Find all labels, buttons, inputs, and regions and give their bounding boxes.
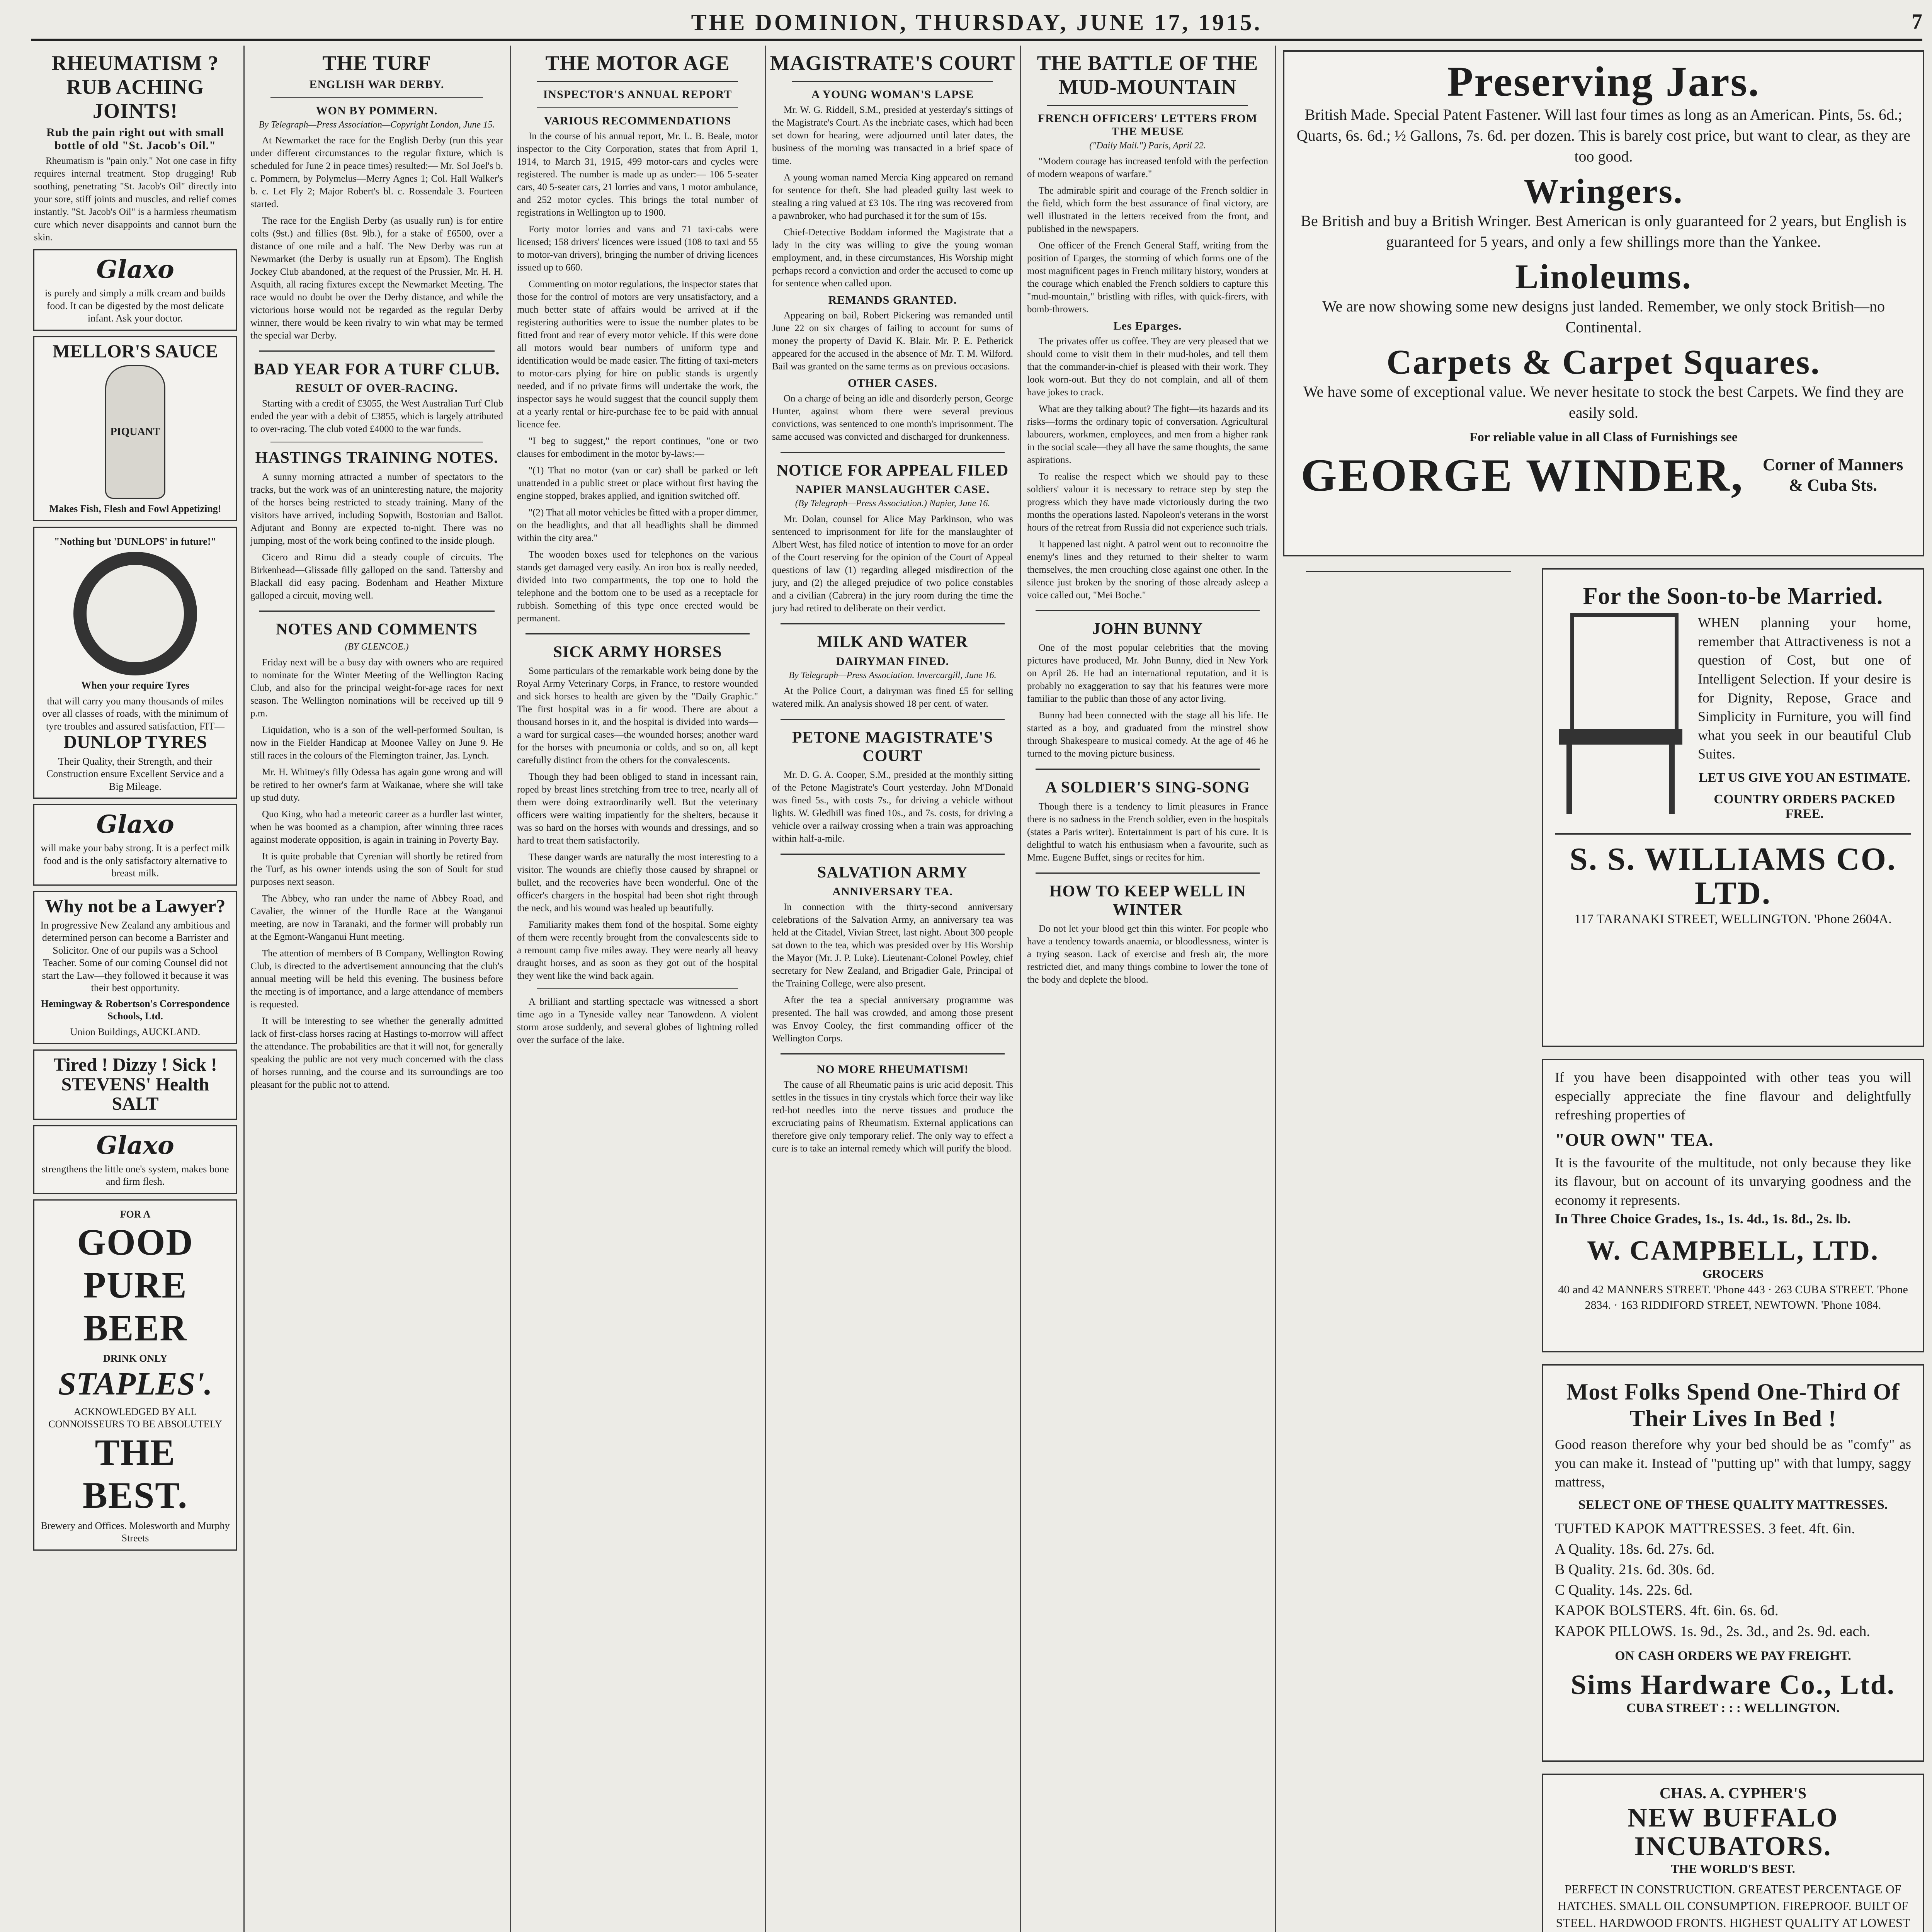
battle-heading: THE BATTLE OF THE MUD-MOUNTAIN	[1037, 51, 1259, 99]
article-paragraph: What are they talking about? The fight—its hazards and its risks—forms the ordinary topic of conversation. Agricultural labourers, workmen, employees, and men from a higher rank in the social scale—they all have the same thoughts, the same aspirations.	[1027, 404, 1268, 466]
married-country: COUNTRY ORDERS PACKED FREE.	[1714, 792, 1895, 821]
divider	[1047, 105, 1248, 106]
lawyer-ad	[33, 891, 237, 1044]
article-paragraph: Mr. W. G. Riddell, S.M., presided at yesterday's sittings of the Magistrate's Court. As the inebriate cases, which had been set down for hearing, were adjourned until later dates, the business of the morning was transacted in a brief space of time.	[772, 105, 1013, 167]
singsong-heading: A SOLDIER'S SING-SONG	[1045, 779, 1250, 797]
appeal-heading: NOTICE FOR APPEAL FILED	[776, 462, 1009, 480]
article-paragraph: After the tea a special anniversary programme was presented. The hall was crowded, and among those present was Envoy Cooley, the first commanding officer of the Wellington Corps.	[772, 995, 1013, 1044]
sims-ad	[1542, 1364, 1924, 1762]
glaxo-logo: Glaxo	[96, 810, 174, 839]
article-paragraph: The attention of members of B Company, Wellington Rowing Club, is directed to the advertisement announcing that the club's annual meeting will be held this evening. The business before the meeting is of importance, and a large attendance of members is requested.	[250, 948, 503, 1010]
stevens-name: STEVENS' Health SALT	[61, 1074, 209, 1114]
divider	[781, 452, 1005, 453]
beer-good: GOOD PURE BEER	[77, 1221, 194, 1349]
article-paragraph: Mr. D. G. A. Cooper, S.M., presided at the monthly sitting of the Petone Magistrate's Court yesterday. John M'Donald was fined 5s., with costs 7s., for driving a vehicle without lights. W. Gledhill was fined 10s., and 7s. costs, for driving a vehicle over a railway crossing when a train was approaching within half-a-mile.	[772, 770, 1013, 844]
article-paragraph: To realise the respect which we should pay to these soldiers' valour it is necessary to retrace step by step the progress which they have made victoriously during the two months the operations lasted. Napoleon's veterans in the worst hours of the retreat from Russia did not experience such trials.	[1027, 471, 1268, 533]
milk-sub: DAIRYMAN FINED.	[836, 655, 949, 668]
divider	[526, 633, 750, 634]
beer-brand: STAPLES'.	[58, 1366, 213, 1402]
beer-ack: ACKNOWLEDGED BY ALL CONNOISSEURS TO BE ABSOLUTELY	[48, 1406, 222, 1430]
married-copy	[1698, 613, 1911, 821]
sims-row-text: TUFTED KAPOK MATTRESSES. 3 feet. 4ft. 6in.	[1555, 1520, 1855, 1537]
divider	[1036, 872, 1260, 874]
turf-heading: THE TURF	[322, 51, 431, 75]
dunlop-foot: Their Quality, their Strength, and their Construction ensure Excellent Service and a Big Mileage.	[46, 755, 224, 792]
jars-text: British Made. Special Patent Fastener. Will last four times as long as an American. Pints, 5s. 6d.; Quarts, 6s. 6d.; ½ Gallons, 7s. 6d. per dozen. This is barely cost price, but want to clear, as they are too good.	[1296, 105, 1911, 165]
divider	[537, 81, 738, 82]
article-paragraph: Though there is a tendency to limit pleasures in France there is no sadness in the French soldier, even in the hospitals (states a Paris writer). Entertainment is part of his cure. It is delightful to watch his enthusiasm when a favourite, such as Mme. Eugene Buffet, sings or recites for him.	[1027, 801, 1268, 863]
dunlop-ad	[33, 527, 237, 799]
chair-leg	[1566, 745, 1572, 814]
winter-heading: HOW TO KEEP WELL IN WINTER	[1049, 882, 1246, 919]
rheumatism-ad-body: Rheumatism is "pain only." Not one case in fifty requires internal treatment. Stop drugging! Rub soothing, penetrating "St. Jacob's Oil" directly into your sore, stiff joints and muscles, and relief comes instantly. "St. Jacob's Oil" is a harmless rheumatism cure which never disappoints and cannot burn the skin.	[34, 156, 236, 243]
article-paragraph: Bunny had been connected with the stage all his life. He started as a boy, and graduated from the minstrel show through Shakespeare to musical comedy. At the age of 46 he turned to the moving picture business.	[1027, 710, 1268, 759]
battle-sub1: FRENCH OFFICERS' LETTERS FROM THE MEUSE	[1037, 112, 1258, 138]
glaxo-logo: Glaxo	[96, 1131, 174, 1160]
glaxo-ad	[33, 249, 237, 331]
wringers-text: Be British and buy a British Wringer. Best American is only guaranteed for 2 years, but English is guaranteed for 5 years, and only a few shillings more than the Yankee.	[1301, 212, 1906, 250]
article-paragraph: "(1) That no motor (van or car) shall be parked or left unattended in a public street or place without first having the engine stopped, brakes applied, and ignition switched off.	[517, 465, 758, 502]
article-paragraph: The Abbey, who ran under the name of Abbey Road, and Cavalier, the winner of the Hurdle Race at the Wanganui meeting, are now in Taranaki, and the former will probably run at the Egmont-Wanganui Hunt meeting.	[250, 893, 503, 942]
court-heading: MAGISTRATE'S COURT	[770, 51, 1015, 75]
chair-icon	[1555, 613, 1686, 814]
divider	[781, 719, 1005, 720]
divider	[781, 1053, 1005, 1054]
turf-club-heading: BAD YEAR FOR A TURF CLUB.	[253, 361, 500, 379]
article-paragraph: One of the most popular celebrities that the moving pictures have produced, Mr. John Bunny, died in New York on April 26. He had an international reputation, and it is probably no exaggeration to say that his features were more familiar to the public than those of any actor living.	[1027, 643, 1268, 704]
article-paragraph: A young woman named Mercia King appeared on remand for sentence for theft. She had pleaded guilty last week to stealing a ring valued at £3 10s. The ring was recovered from a pawnbroker, who had purchased it for the sum of 15s.	[772, 172, 1013, 221]
motor-heading: THE MOTOR AGE	[545, 51, 730, 75]
stevens-salt-ad	[33, 1049, 237, 1119]
lawyer-place: Union Buildings, AUCKLAND.	[70, 1026, 201, 1037]
glaxo-ad-2	[33, 804, 237, 886]
court-sub1: A YOUNG WOMAN'S LAPSE	[811, 88, 974, 101]
remands-heading: REMANDS GRANTED.	[828, 294, 957, 307]
sims-row-text: B Quality. 21s. 6d. 30s. 6d.	[1555, 1561, 1715, 1578]
article-paragraph: Some particulars of the remarkable work being done by the Royal Army Veterinary Corps, in France, to restore wounded and sick horses to health are given by the "Daily Graphic." The first hospital was in a fir wood. There are about a thousand horses in it, and the hospital is divided into wards—a ward for surgical cases—the wounded horses; another ward for the horses with pneumonia or colds, and so on, all kept carefully distinct from the others for the convalescents.	[517, 666, 758, 766]
sims-title: Most Folks Spend One-Third Of Their Lives In Bed !	[1566, 1379, 1900, 1431]
article-paragraph: "I beg to suggest," the report continues, "one or two clauses for embodiment in the motor by-laws:—	[517, 436, 758, 459]
tea-desc: It is the favourite of the multitude, not only because they like its flavour, but on account of its unvarying goodness and the economy it represents.	[1555, 1155, 1911, 1208]
jars-title: Preserving Jars.	[1447, 58, 1760, 105]
campbell-ad	[1542, 1059, 1924, 1352]
sims-row-text: KAPOK BOLSTERS. 4ft. 6in. 6s. 6d.	[1555, 1602, 1779, 1619]
article-paragraph: At the Police Court, a dairyman was fined £5 for selling watered milk. An analysis showed 18 per cent. of water.	[772, 685, 1013, 709]
glaxo-ad-3-text: strengthens the little one's system, makes bone and firm flesh.	[41, 1163, 229, 1187]
masthead-page-mark: 7	[1912, 10, 1922, 34]
bunny-heading: JOHN BUNNY	[1092, 620, 1203, 638]
masthead-title: THE DOMINION, THURSDAY, JUNE 17, 1915.	[691, 10, 1262, 35]
divider	[259, 350, 495, 352]
married-body	[1555, 613, 1911, 821]
beer-drink: DRINK ONLY	[103, 1353, 167, 1364]
glaxo-ad-3	[33, 1125, 237, 1194]
motor-sub1: INSPECTOR'S ANNUAL REPORT	[543, 88, 732, 101]
article-paragraph: It happened last night. A patrol went out to reconnoitre the enemy's lines and they returned to their shelter to warm themselves, the men crouching close against one other. In the silence just broken by the snoring of those already asleep a voice called out, "Mei Boche."	[1027, 539, 1268, 601]
winder-ad	[1283, 50, 1924, 556]
milk-heading: MILK AND WATER	[817, 633, 968, 651]
article-paragraph: On a charge of being an idle and disorderly person, George Hunter, against whom there were several previous convictions, was sentenced to one month's imprisonment. The same accused was convicted and discharged for drunkenness.	[772, 393, 1013, 442]
tea-name: "OUR OWN" TEA.	[1555, 1129, 1714, 1150]
chair-leg	[1669, 745, 1675, 814]
sims-row	[1555, 1519, 1911, 1539]
winder-corner: Corner of Manners & Cuba Sts.	[1762, 455, 1903, 495]
petone-heading: PETONE MAGISTRATE'S COURT	[792, 728, 993, 765]
sims-row-text: A Quality. 18s. 6d. 27s. 6d.	[1555, 1541, 1715, 1557]
beer-for: FOR A	[120, 1208, 151, 1220]
turf-sub1: ENGLISH WAR DERBY.	[309, 78, 444, 91]
campbell-grocers: GROCERS	[1702, 1266, 1764, 1281]
article-paragraph: The admirable spirit and courage of the French soldier in the field, which form the best assurance of final victory, are well illustrated in the letters received from the front, and published in the newspapers.	[1027, 185, 1268, 235]
rheumatism-heading: NO MORE RHEUMATISM!	[816, 1063, 969, 1076]
column-rule	[765, 46, 766, 1932]
article-paragraph: Forty motor lorries and vans and 71 taxi-cabs were licensed; 158 drivers' licences were issued (108 to taxi and 55 to motor-van drivers), bringing the number of driving licences issued up to 660.	[517, 224, 758, 273]
mellors-sauce-ad	[33, 336, 237, 521]
article-paragraph: Appearing on bail, Robert Pickering was remanded until June 22 on six charges of failing to account for sums of money the property of David K. Blair. Mr. P. E. Petherick appeared for the accused in the absence of Mr. T. M. Wilford. Bail was granted on the same terms as on previous occasions.	[772, 310, 1013, 372]
williams-ad	[1542, 568, 1924, 1047]
carpets-title: Carpets & Carpet Squares.	[1386, 343, 1821, 381]
column-4-court	[769, 46, 1016, 1932]
divider	[781, 854, 1005, 855]
article-paragraph: In the course of his annual report, Mr. L. B. Beale, motor inspector to the City Corporation, states that from April 1, 1914, to March 31, 1915, 499 motor-cars and cycles were registered. The number is made up as under:— 106 5-seater cars, 40 5-seater cars, 21 lorries and vans, 1 motor ambulance, and 252 motor cycles. This brings the total number of registrations in Wellington up to 1900.	[517, 131, 758, 218]
salvation-sub: ANNIVERSARY TEA.	[832, 885, 953, 898]
article-paragraph: One officer of the French General Staff, writing from the position of Eparges, the storming of which forms one of the most magnificent pages in French military history, wonders at the courage which enabled the French soldiers to capture this "mud-mountain," bristling with rifles, with quick-firers, with bomb-throwers.	[1027, 240, 1268, 315]
article-paragraph: A brilliant and startling spectacle was witnessed a short time ago in a Tyneside valley near Tanowdenn. A violent storm arose suddenly, and several globes of lightning rolled over the surface of the lake.	[517, 997, 758, 1046]
chair-back	[1570, 613, 1679, 733]
article-paragraph: A sunny morning attracted a number of spectators to the tracks, but the work was of an uninteresting nature, the majority of the horses being restricted to steady training. Many of the visitors have arrived, including Sopwith, Bostonian and Ballot. Adjutant and Bonny are expected to-night. There was no jumping, most of the work being confined to the inside plough.	[250, 471, 503, 546]
sims-text: Good reason therefore why your bed should be as "comfy" as you can make it. Instead of "putting up" with that lumpy, saggy mattress,	[1555, 1437, 1911, 1490]
divider	[792, 81, 993, 82]
sims-row	[1555, 1560, 1911, 1580]
staples-beer-ad	[33, 1199, 237, 1551]
sims-select: SELECT ONE OF THESE QUALITY MATTRESSES.	[1578, 1497, 1888, 1512]
turf-sub2: WON BY POMMERN.	[316, 104, 438, 117]
horses-heading: SICK ARMY HORSES	[553, 643, 722, 662]
article-paragraph: "(2) That all motor vehicles be fitted with a proper dimmer, on the headlights, and that all headlights shall be dimmed within the city area."	[517, 507, 758, 544]
married-title: For the Soon-to-be Married.	[1583, 583, 1883, 609]
buffalo-pre: CHAS. A. CYPHER'S	[1659, 1784, 1807, 1802]
article-paragraph: Quo King, who had a meteoric career as a hurdler last winter, when he was boomed as a champion, after winning three races against moderate opposition, is again in training in Poverty Bay.	[250, 809, 503, 845]
sims-row	[1555, 1621, 1911, 1642]
glaxo-logo: Glaxo	[96, 255, 174, 284]
article-paragraph: It will be interesting to see whether the generally admitted lack of first-class horses racing at Hastings to-morrow will affect the attendance. The probabilities are that it will not, for generally speaking the public are not very much concerned with the class of horses running, and the course and its surroundings are too pleasant for the public not to attend.	[250, 1015, 503, 1090]
article-paragraph: Cicero and Rimu did a steady couple of circuits. The Birkenhead—Glissade filly galloped on the sand. Tattersby and Blackall did easy pacing. Bodenham and Heather Mixture galloped a circuit, moving well.	[250, 552, 503, 601]
sims-row	[1555, 1600, 1911, 1621]
article-paragraph: These danger wards are naturally the most interesting to a visitor. The wounds are chiefly those caused by shrapnel or bullet, and the recoveries have been wonderful. One of the officer's chargers in the hospital had been shot right through the neck, and his wound was healed up beautifully.	[517, 852, 758, 914]
column-6-continuation	[1283, 568, 1534, 1932]
winder-name: GEORGE WINDER,	[1301, 449, 1744, 501]
notes-byline: (BY GLENCOE.)	[345, 641, 409, 652]
glaxo-ad-text: is purely and simply a milk cream and builds food. It can be digested by the most delicate infant. Ask your doctor.	[45, 287, 226, 324]
sims-row-text: C Quality. 14s. 22s. 6d.	[1555, 1582, 1693, 1599]
beer-best: THE BEST.	[82, 1431, 188, 1516]
sims-row-text: KAPOK PILLOWS. 1s. 9d., 2s. 3d., and 2s. 9d. each.	[1555, 1623, 1870, 1639]
sims-row	[1555, 1539, 1911, 1560]
tyre-icon	[73, 552, 197, 675]
sims-row	[1555, 1580, 1911, 1600]
eparges-heading: Les Eparges.	[1113, 320, 1182, 333]
linoleums-title: Linoleums.	[1515, 257, 1692, 296]
wringers-title: Wringers.	[1524, 172, 1684, 211]
married-text: WHEN planning your home, remember that Attractiveness is not a question of Cost, but one of Intelligent Selection. If your desire is for Dignity, Repose, Grace and Simplicity in Furniture, you will find what you seek in our beautiful Club Suites.	[1698, 615, 1911, 762]
lawyer-title: Why not be a Lawyer?	[45, 896, 226, 917]
column-rule	[1020, 46, 1021, 1932]
divider	[1036, 610, 1260, 611]
dunlop-name: DUNLOP TYRES	[63, 732, 207, 753]
column-3-motor	[514, 46, 761, 1932]
article-paragraph: The wooden boxes used for telephones on the various stands get damaged very easily. An iron box is really needed, divided into two compartments, the top one to hold the telephone and the bottom one to be used as a receptacle for rubbish. Something of this type once erected would be permanent.	[517, 549, 758, 624]
stevens-question: Tired ! Dizzy ! Sick !	[53, 1054, 217, 1075]
article-paragraph: "Modern courage has increased tenfold with the perfection of modern weapons of warfare."	[1027, 156, 1268, 180]
divider	[537, 107, 738, 108]
lawyer-address: Hemingway & Robertson's Correspondence Schools, Ltd.	[41, 998, 230, 1022]
linoleums-text: We are now showing some new designs just landed. Remember, we only stock British—no Continental.	[1322, 297, 1885, 336]
sims-addr: CUBA STREET : : : WELLINGTON.	[1626, 1701, 1840, 1716]
tea-text: If you have been disappointed with other teas you will especially appreciate the fine flavour and delightfully refreshing properties of	[1555, 1070, 1911, 1123]
milk-byline: By Telegraph—Press Association. Invercargill, June 16.	[789, 670, 997, 680]
married-estimate: LET US GIVE YOU AN ESTIMATE.	[1699, 770, 1910, 785]
column-2-turf	[247, 46, 506, 1932]
buffalo-title: NEW BUFFALO INCUBATORS.	[1628, 1803, 1838, 1861]
article-paragraph: Commenting on motor regulations, the inspector states that those for the control of motors are very unsatisfactory, and a much better state of affairs would be arrived at if the registering authorities were to issue the number plates to be fitted front and rear of every motor vehicle. If this were done all motors would bear numbers of uniform type and identification would be made easier. The fitting of taxi-meters to motor-cars plying for hire on public stands is urgently needed, and if no private firms will undertake the work, the inspector says he would suggest that the council supply them at a yearly rental or hire-purchase fee to be paid with annual licence fee.	[517, 279, 758, 430]
salvation-heading: SALVATION ARMY	[817, 864, 968, 882]
column-rule	[243, 46, 245, 1932]
mellors-lines: Makes Fish, Flesh and Fowl Appetizing!	[49, 503, 221, 515]
masthead	[31, 8, 1922, 41]
rheumatism-ad-sub: Rub the pain right out with small bottle of old "St. Jacob's Oil."	[46, 126, 224, 152]
dunlop-quote: "Nothing but 'DUNLOPS' in future!"	[54, 536, 216, 547]
article-paragraph: At Newmarket the race for the English Derby (run this year under different circumstances to the regular fixture, which is scheduled for June 2 in peace times) resulted:— Mr. Sol Joel's b. c. Pommern, by Polymelus—Merry Agnes 1; Col. Hall Walker's b. c. Let Fly 2; Major Robert's bl. c. Rossendale 3. Fourteen started.	[250, 135, 503, 210]
article-paragraph: The privates offer us coffee. They are very pleased that we should come to visit them in their mud-holes, and tell them that the commander-in-chief is pleased with their work. They look worn-out. But they do not complain, and all of them have jokes to crack.	[1027, 336, 1268, 398]
turf-club-sub: RESULT OF OVER-RACING.	[295, 382, 458, 395]
winder-footer	[1296, 449, 1911, 502]
motor-sub2: VARIOUS RECOMMENDATIONS	[544, 114, 731, 128]
carpets-text: We have some of exceptional value. We never hesitate to stock the best Carpets. We find they are easily sold.	[1303, 383, 1904, 421]
article-paragraph: Familiarity makes them fond of the hospital. Some eighty of them were recently brought from the convalescents side to a remount camp five miles away. They were nearly all heavy draught horses, and as soon as they got out of the hospital they went like the wind back again.	[517, 920, 758, 981]
article-paragraph: The cause of all Rheumatic pains is uric acid deposit. This settles in the tissues in tiny crystals which force their way like red-hot needles into the nerve tissues and produce the excruciating pains of Rheumatism. External applications can therefore give only temporary relief. The only way to effect a cure is to take an internal remedy which will purify the blood.	[772, 1079, 1013, 1154]
tea-grades: In Three Choice Grades, 1s., 1s. 4d., 1s. 8d., 2s. lb.	[1555, 1211, 1851, 1227]
divider	[1306, 571, 1511, 572]
article-paragraph: Liquidation, who is a son of the well-performed Soultan, is now in the Fielder Handicap at Moonee Valley on June 9. He still races in the colours of the Flemington trainer, Jas. Lynch.	[250, 724, 503, 761]
other-cases-heading: OTHER CASES.	[847, 377, 938, 390]
battle-byline: ("Daily Mail.") Paris, April 22.	[1089, 141, 1206, 151]
article-paragraph: Chief-Detective Boddam informed the Magistrate that a lady in the city was willing to give the young woman employment, and, in these circumstances, His Worship might perhaps record a conviction and order the accused to come up for sentence when called upon.	[772, 227, 1013, 289]
buffalo-ad	[1542, 1774, 1924, 1932]
mellors-title: MELLOR'S SAUCE	[52, 341, 218, 362]
column-rule	[510, 46, 511, 1932]
appeal-sub: NAPIER MANSLAUGHTER CASE.	[795, 483, 990, 496]
divider	[537, 988, 738, 989]
buffalo-sub: THE WORLD'S BEST.	[1671, 1862, 1795, 1876]
mellors-tag: PIQUANT	[110, 426, 160, 438]
dunlop-text: that will carry you many thousands of miles over all classes of roads, with the minimum of tyre troubles and assured satisfaction, FIT—	[42, 695, 228, 732]
article-paragraph: Though they had been obliged to stand in incessant rain, roped by breast lines stretching from tree to tree, nearly all of them were doing extraordinarily well. But the veterinary officers were waiting impatiently for the shelters, because it was so hard on the horses with wounds and dressings, and so hard to treat them satisfactorily.	[517, 772, 758, 846]
turf-byline: By Telegraph—Press Association—Copyright London, June 15.	[259, 120, 495, 130]
notes-heading: NOTES AND COMMENTS	[276, 620, 478, 638]
sims-cash: ON CASH ORDERS WE PAY FREIGHT.	[1615, 1648, 1851, 1663]
campbell-addr: 40 and 42 MANNERS STREET. 'Phone 443 · 263 CUBA STREET. 'Phone 2834. · 163 RIDDIFORD STREET, NEWTOWN. 'Phone 1084.	[1558, 1283, 1908, 1312]
article-paragraph: Mr. H. Whitney's filly Odessa has again gone wrong and will be retired to her owner's farm at Waikanae, where she will take up stud duty.	[250, 767, 503, 803]
column-5-battle	[1024, 46, 1271, 1932]
article-paragraph: Friday next will be a busy day with owners who are required to nominate for the Winter Meeting of the Wellington Racing Club, and also for the principal weight-for-age races for next season. The Wellington nominations will be received up till 9 p.m.	[250, 657, 503, 719]
article-paragraph: In connection with the thirty-second anniversary celebrations of the Salvation Army, an anniversary tea was held at the Citadel, Vivian Street, last night. About 300 people sat down to the tea, which was presided over by His Worship the Mayor (Mr. J. P. Luke). Lieutenant-Colonel Powley, chief secretary for New Zealand, and Brigadier Gale, Principal of the Training College, were also present.	[772, 901, 1013, 989]
lawyer-body: In progressive New Zealand any ambitious and determined person can become a Barrister and Solicitor. One of our pupils was a School Teacher. Some of our coming Counsel did not start the Law—they followed it because it was their best opportunity.	[40, 919, 230, 994]
glaxo-ad-2-text: will make your baby strong. It is a perfect milk food and is the only satisfactory alternative to breast milk.	[41, 842, 230, 879]
rheumatism-ad-title: RHEUMATISM ? RUB ACHING JOINTS!	[51, 51, 219, 123]
divider	[259, 611, 495, 612]
column-1-ads	[31, 46, 240, 1932]
article-paragraph: Do not let your blood get thin this winter. For people who have a tendency towards anaemia, or bloodlessness, winter is a trying season. Lack of exercise and fresh air, the more restricted diet, and many things combine to lower the tone of the body and deplete the blood.	[1027, 923, 1268, 985]
williams-name: S. S. WILLIAMS CO. LTD.	[1555, 833, 1911, 910]
appeal-byline: (By Telegraph—Press Association.) Napier, June 16.	[795, 498, 990, 509]
buffalo-text: PERFECT IN CONSTRUCTION. GREATEST PERCENTAGE OF HATCHES. SMALL OIL CONSUMPTION. FIREPROOF. BUILT OF STEEL. HARDWOOD FRONTS. HIGHEST QUALITY AT LOWEST	[1556, 1882, 1910, 1930]
hastings-heading: HASTINGS TRAINING NOTES.	[255, 449, 498, 467]
campbell-name: W. CAMPBELL, LTD.	[1587, 1235, 1879, 1266]
article-paragraph: The race for the English Derby (as usually run) is for entire colts (9st.) and fillies (8st. 9lb.), for a stake of £6500, over a distance of one mile and a half. The New Derby was run at Newmarket (the Derby is usually run at Epsom). The English Jockey Club abandoned, at the request of the Prussier, Mr. H. H. Asquith, all racing fixtures except the Newmarket Meeting. The race would no doubt be over the Derby distance, and while the victorious horse would not be regarded as the regular Derby winner, there would be keen rivalry to win what may be termed the special war Derby.	[250, 216, 503, 341]
column-rule	[1275, 46, 1276, 1932]
beer-foot: Brewery and Offices. Molesworth and Murphy Streets	[41, 1520, 230, 1544]
chair-seat	[1559, 729, 1682, 745]
divider	[270, 97, 483, 98]
divider	[781, 623, 1005, 624]
article-paragraph: It is quite probable that Cyrenian will shortly be retired from the Turf, as his owner intends using the son of Soult for stud purposes next season.	[250, 851, 503, 887]
divider	[1036, 769, 1260, 770]
dunlop-when: When your require Tyres	[81, 680, 189, 691]
winder-note: For reliable value in all Class of Furnishings see	[1469, 430, 1738, 444]
article-paragraph: Mr. Dolan, counsel for Alice May Parkinson, who was sentenced to imprisonment for life for the manslaughter of Albert West, has filed notice of intention to move for an order of the Court reserving for the opinion of the Court of Appeal questions of law (1) regarding alleged misdirection of the jury, and (2) the alleged prejudice of two police constables and a civilian (Cabrera) in the jury room during the time the jury had retired to deliberate on their verdict.	[772, 514, 1013, 614]
article-paragraph: Starting with a credit of £3055, the West Australian Turf Club ended the year with a debit of £3855, which is largely attributed to over-racing. The club voted £4000 to the war funds.	[250, 398, 503, 435]
sims-name: Sims Hardware Co., Ltd.	[1571, 1669, 1895, 1700]
williams-addr: 117 TARANAKI STREET, WELLINGTON. 'Phone 2604A.	[1574, 912, 1892, 927]
sauce-bottle-icon	[105, 365, 165, 499]
